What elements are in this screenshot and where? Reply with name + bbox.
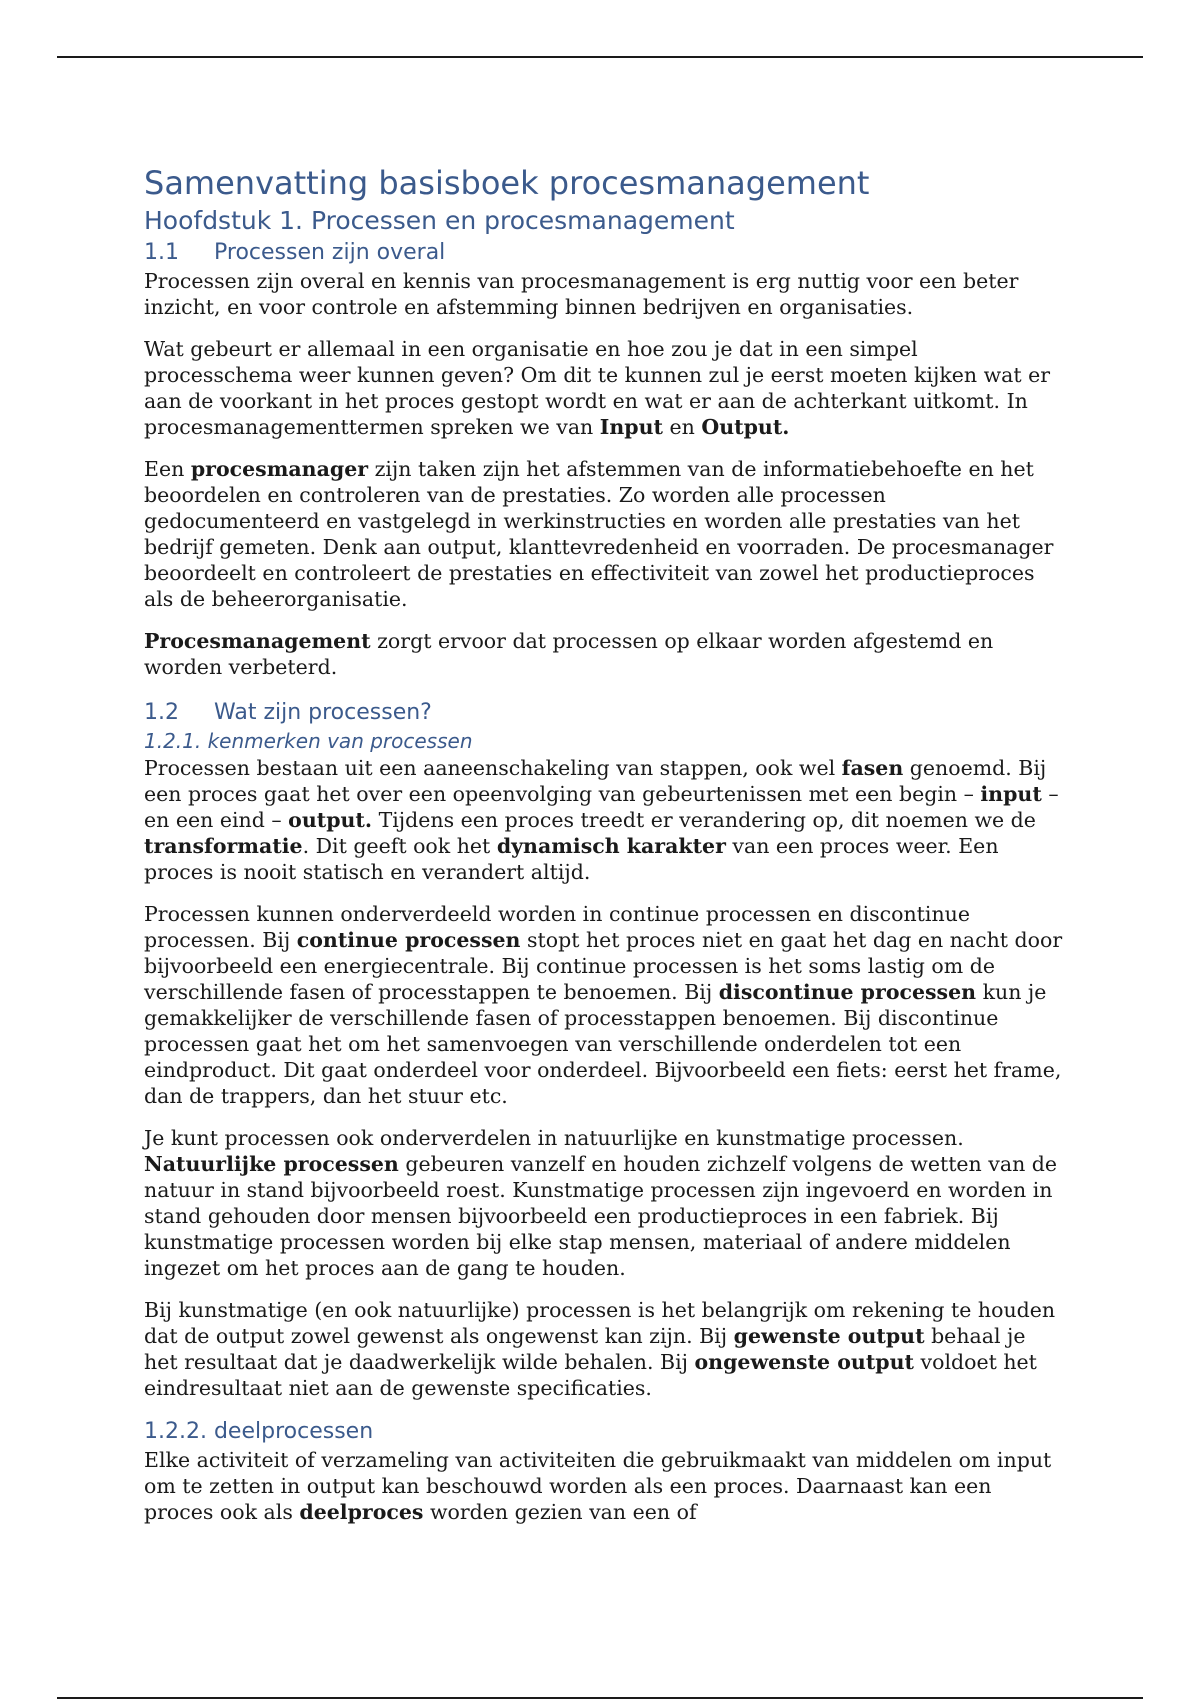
bold-term: fasen (841, 756, 904, 780)
paragraph (144, 755, 1064, 885)
bold-term: discontinue processen (718, 980, 977, 1004)
section-heading (144, 238, 1064, 268)
bold-term: output. (288, 808, 373, 832)
text-run: gebeuren vanzelf en houden zichzelf volgens de wetten van de natuur in stand bijvoorbeeld roest. Kunstmatige processen zijn ingevoerd en worden in stand gehouden door mensen bijvoorbeeld een productieproces in een fabriek. Bij kunstmatige processen worden bij elke stap mensen, materiaal of andere middelen ingezet om het proces aan de gang te houden. (144, 1152, 1058, 1280)
bold-term: gewenste output (733, 1324, 925, 1348)
section-title: Wat zijn processen? (214, 700, 432, 725)
header-rule (57, 56, 1143, 58)
section-title: Processen zijn overal (214, 240, 446, 265)
text-run: genoemd. Bij een proces gaat het over een opeenvolging van gebeurtenissen met een begin – (144, 756, 1047, 806)
bold-term: Input (599, 415, 663, 439)
text-run: Tijdens een proces treedt er verandering op, dit noemen we de (372, 808, 1036, 832)
paragraph (144, 456, 1064, 612)
paragraph (144, 628, 1064, 680)
bold-term: transformatie (144, 834, 303, 858)
section-1-2 (144, 698, 1064, 1401)
text-run: Processen kunnen onderverdeeld worden in continue processen en discontinue processen. Bij (144, 902, 971, 952)
bold-term: procesmanager (190, 457, 369, 481)
text-run: behaal je het resultaat dat je daadwerkelijk wilde behalen. Bij (144, 1324, 1026, 1374)
text-run: . Dit geeft ook het (302, 834, 497, 858)
text-run: Wat gebeurt er allemaal in een organisatie en hoe zou je dat in een simpel processchema weer kunnen geven? Om dit te kunnen zul je eerst moeten kijken wat er aan de voorkant in het proces gestopt wordt en wat er aan de achterkant uitkomt. In procesmanagementtermen spreken we van (144, 337, 1051, 439)
text-run: stopt het proces niet en gaat het dag en nacht door bijvoorbeeld een energiecentrale. Bij continue processen is het soms lastig om de verschillende fasen of processtappen te benoemen. Bij (144, 928, 1063, 1004)
text-run: Bij kunstmatige (en ook natuurlijke) processen is het belangrijk om rekening te houden dat de output zowel gewenst als ongewenst kan zijn. Bij (144, 1298, 1056, 1348)
section-number: 1.1 (144, 240, 179, 265)
text-run: – en een eind – (144, 782, 1059, 832)
text-run: zijn taken zijn het afstemmen van de informatiebehoefte en het beoordelen en controleren van de prestaties. Zo worden alle processen gedocumenteerd en vastgelegd in werkinstructies en worden alle prestaties van het bedrijf gemeten. Denk aan output, klanttevredenheid en voorraden. De procesmanager beoordeelt en controleert de prestaties en effectiviteit van zowel het productieproces als de beheerorganisatie. (144, 457, 1054, 611)
section-paragraphs (144, 755, 1064, 1401)
text-run: Je kunt processen ook onderverdelen in natuurlijke en kunstmatige processen. (144, 1126, 964, 1150)
section-1-2-2 (144, 1417, 1064, 1525)
bold-term: input (980, 782, 1042, 806)
bold-term: Procesmanagement (144, 629, 371, 653)
document-title: Samenvatting basisboek procesmanagement (144, 164, 870, 202)
paragraph (144, 901, 1064, 1109)
section-paragraphs (144, 268, 1064, 680)
paragraph (144, 336, 1064, 440)
section-number: 1.2 (144, 700, 179, 725)
text-run: worden gezien van een of (423, 1500, 697, 1524)
text-run: kun je gemakkelijker de verschillende fasen of processtappen benoemen. Bij discontinue processen gaat het om het samenvoegen van verschillende onderdelen tot een eindproduct. Dit gaat onderdeel voor onderdeel. Bijvoorbeeld een fiets: eerst het frame, dan de trappers, dan het stuur etc. (144, 980, 1062, 1108)
section-paragraphs (144, 1447, 1064, 1525)
subsection-heading: 1.2.2. deelprocessen (144, 1419, 374, 1444)
paragraph (144, 268, 1064, 320)
paragraph (144, 1447, 1064, 1525)
bold-term: Output. (701, 415, 790, 439)
text-run: van een proces weer. Een proces is nooit statisch en verandert altijd. (144, 834, 999, 884)
paragraph (144, 1125, 1064, 1281)
chapter-heading: Hoofdstuk 1. Processen en procesmanagement (144, 206, 735, 235)
footer-rule (57, 1697, 1143, 1699)
text-run: en (662, 415, 702, 439)
text-run: Elke activiteit of verzameling van activiteiten die gebruikmaakt van middelen om input om te zetten in output kan beschouwd worden als een proces. Daarnaast kan een proces ook als (144, 1448, 1052, 1524)
bold-term: Natuurlijke processen (144, 1152, 399, 1176)
text-run: Processen bestaan uit een aaneenschakeling van stappen, ook wel (144, 756, 842, 780)
text-run: zorgt ervoor dat processen op elkaar worden afgestemd en worden verbeterd. (144, 629, 994, 679)
bold-term: continue processen (296, 928, 521, 952)
paragraph (144, 1297, 1064, 1401)
section-heading (144, 698, 1064, 728)
document-body (144, 162, 1064, 1541)
section-1-1 (144, 238, 1064, 680)
bold-term: dynamisch karakter (496, 834, 726, 858)
subsection-heading: 1.2.1. kenmerken van processen (144, 729, 473, 753)
text-run: Processen zijn overal en kennis van procesmanagement is erg nuttig voor een beter inzicht, en voor controle en afstemming binnen bedrijven en organisaties. (144, 269, 1019, 319)
bold-term: ongewenste output (694, 1350, 914, 1374)
text-run: Een (144, 457, 191, 481)
text-run: voldoet het eindresultaat niet aan de gewenste specificaties. (144, 1350, 1037, 1400)
bold-term: deelproces (299, 1500, 424, 1524)
